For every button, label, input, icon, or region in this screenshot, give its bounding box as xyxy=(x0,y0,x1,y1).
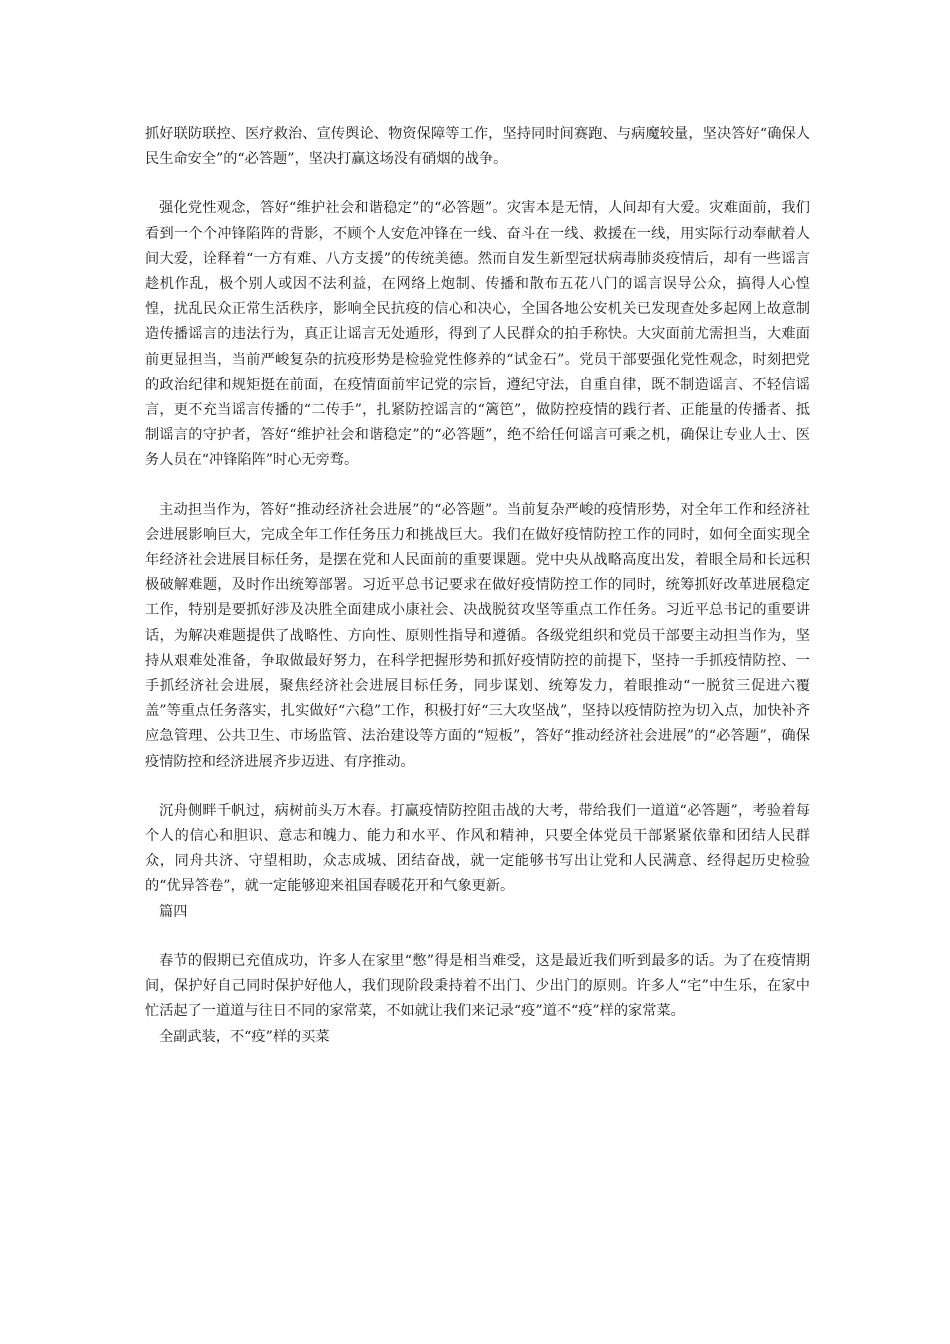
document-page xyxy=(145,122,810,1050)
paragraph-1: 抓好联防联控、医疗救治、宣传舆论、物资保障等工作，坚持同时间赛跑、与病魔较量，坚决答好“确保人民生命安全”的“必答题”，坚决打赢这场没有硝烟的战争。 xyxy=(145,126,810,168)
subsection-heading: 全副武装，不“疫”样的买菜 xyxy=(159,1028,330,1045)
paragraph-2: 强化党性观念，答好“维护社会和谐稳定”的“必答题”。灾害本是无情，人间却有大爱。灾难面前，我们看到一个个冲锋陷阵的背影，不顾个人安危冲锋在一线、奋斗在一线、救援在一线，用实际行动奉献着人间大爱，诠释着“一方有难、八方支援”的传统美德。然而自发生新型冠状病毒肺炎疫情后，却有一些谣言趁机作乱，极个别人或因不法利益，在网络上炮制、传播和散布五花八门的谣言误导公众，搞得人心惶惶，扰乱民众正常生活秩序，影响全民抗疫的信心和决心，全国各地公安机关已发现查处多起网上故意制造传播谣言的违法行为，真正让谣言无处遁形，得到了人民群众的拍手称快。大灾面前尤需担当，大难面前更显担当，当前严峻复杂的抗疫形势是检验党性修养的“试金石”。党员干部要强化党性观念，时刻把党的政治纪律和规矩挺在前面，在疫情面前牢记党的宗旨，遵纪守法，自重自律，既不制造谣言、不轻信谣言，更不充当谣言传播的“二传手”，扎紧防控谣言的“篱笆”，做防控疫情的践行者、正能量的传播者、抵制谣言的守护者，答好“维护社会和谐稳定”的“必答题”，绝不给任何谣言可乘之机，确保让专业人士、医务人员在“冲锋陷阵”时心无旁骛。 xyxy=(145,200,810,469)
paragraph-3: 主动担当作为，答好“推动经济社会进展”的“必答题”。当前复杂严峻的疫情形势，对全年工作和经济社会进展影响巨大，完成全年工作任务压力和挑战巨大。我们在做好疫情防控工作的同时，如何全面实现全年经济社会进展目标任务，是摆在党和人民面前的重要课题。党中央从战略高度出发，着眼全局和长远积极破解难题，及时作出统筹部署。习近平总书记要求在做好疫情防控工作的同时，统筹抓好改革进展稳定工作，特别是要抓好涉及决胜全面建成小康社会、决战脱贫攻坚等重点工作任务。习近平总书记的重要讲话，为解决难题提供了战略性、方向性、原则性指导和遵循。各级党组织和党员干部要主动担当作为，坚持从艰难处准备，争取做最好努力，在科学把握形势和抓好疫情防控的前提下，坚持一手抓疫情防控、一手抓经济社会进展，聚焦经济社会进展目标任务，同步谋划、统筹发力，着眼推动“一脱贫三促进六覆盖”等重点任务落实，扎实做好“六稳”工作，积极打好“三大攻坚战”，坚持以疫情防控为切入点，加快补齐应急管理、公共卫生、市场监管、法治建设等方面的“短板”，答好“推动经济社会进展”的“必答题”，确保疫情防控和经济进展齐步迈进、有序推动。 xyxy=(145,501,810,770)
paragraph-5: 春节的假期已充值成功，许多人在家里“憋”得是相当难受，这是最近我们听到最多的话。为了在疫情期间，保护好自己同时保护好他人，我们现阶段秉持着不出门、少出门的原则。许多人“宅”中生乐，在家中忙活起了一道道与往日不同的家常菜，不如就让我们来记录“疫”道不“疫”样的家常菜。 xyxy=(145,952,810,1020)
section-heading: 篇四 xyxy=(159,903,188,920)
paragraph-4: 沉舟侧畔千帆过，病树前头万木春。打赢疫情防控阻击战的大考，带给我们一道道“必答题”，考验着每个人的信心和胆识、意志和魄力、能力和水平、作风和精神，只要全体党员干部紧紧依靠和团结人民群众，同舟共济、守望相助，众志成城、团结奋战，就一定能够书写出让党和人民满意、经得起历史检验的“优异答卷”，就一定能够迎来祖国春暖花开和气象更新。 xyxy=(145,802,810,895)
